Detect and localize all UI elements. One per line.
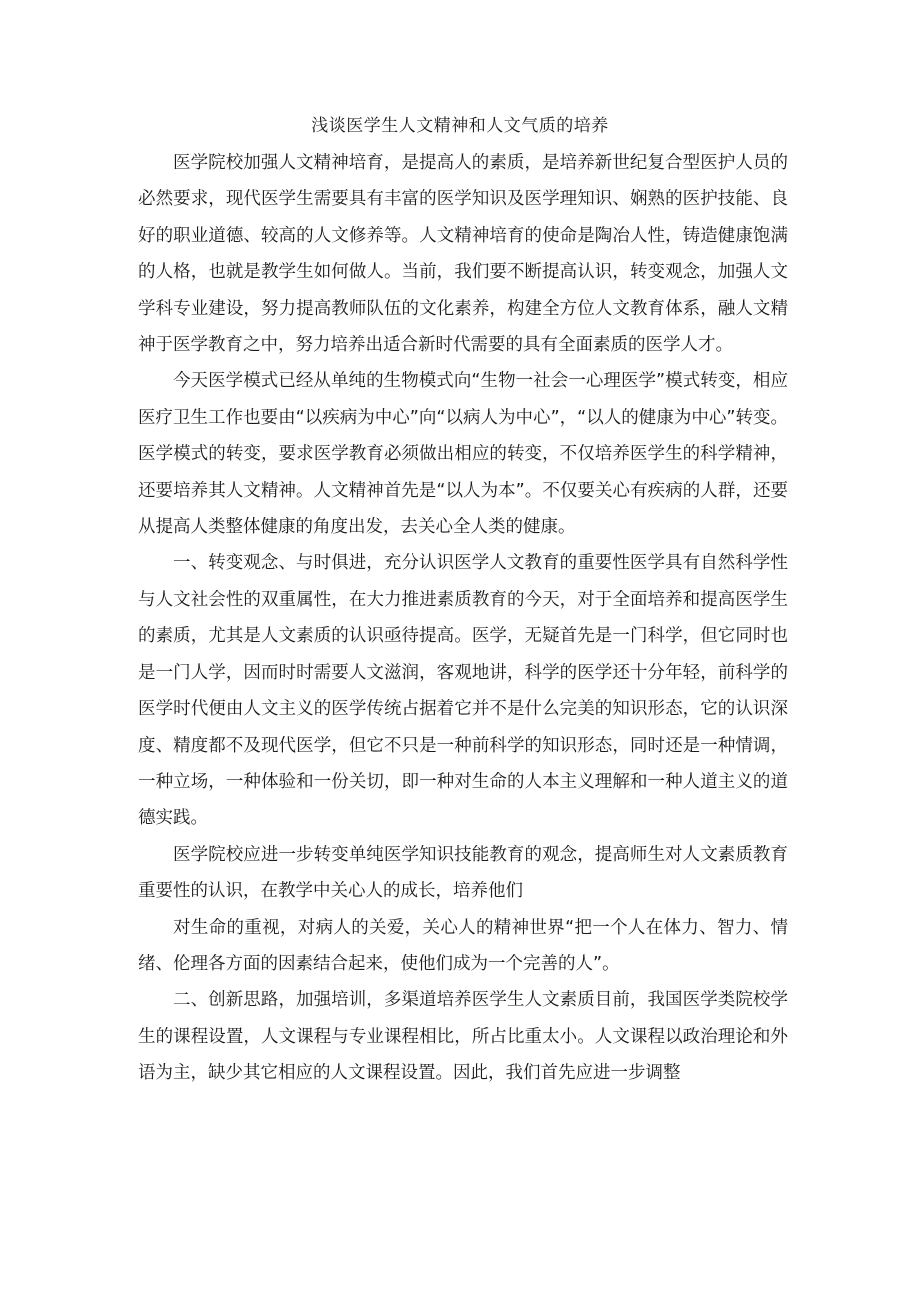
paragraph-3: 一、转变观念、与时俱进，充分认识医学人文教育的重要性医学具有自然科学性与人文社会性的双重属性，在大力推进素质教育的今天，对于全面培养和提高医学生的素质，尤其是人文素质的认识亟待提高。医学，无疑首先是一门科学，但它同时也是一门人学，因而时时需要人文滋润，客观地讲，科学的医学还十分年轻，前科学的医学时代便由人文主义的医学传统占据着它并不是什么完美的知识形态，它的认识深度、精度都不及现代医学，但它不只是一种前科学的知识形态，同时还是一种情调，一种立场，一种体验和一份关切，即一种对生命的人本主义理解和一种人道主义的道德实践。 xyxy=(138,553,788,829)
document-body xyxy=(138,145,788,1092)
paragraph-6: 二、创新思路，加强培训，多渠道培养医学生人文素质目前，我国医学类院校学生的课程设置，人文课程与专业课程相比，所占比重太小。人文课程以政治理论和外语为主，缺少其它相应的人文课程设置。因此，我们首先应进一步调整 xyxy=(138,990,788,1084)
paragraph-1: 医学院校加强人文精神培育，是提高人的素质，是培养新世纪复合型医护人员的必然要求，现代医学生需要具有丰富的医学知识及医学理知识、娴熟的医护技能、良好的职业道德、较高的人文修养等。人文精神培育的使命是陶冶人性，铸造健康饱满的人格，也就是教学生如何做人。当前，我们要不断提高认识，转变观念，加强人文学科专业建设，努力提高教师队伍的文化素养，构建全方位人文教育体系，融人文精神于医学教育之中，努力培养出适合新时代需要的具有全面素质的医学人才。 xyxy=(138,153,788,356)
document-title: 浅谈医学生人文精神和人文气质的培养 xyxy=(311,116,609,136)
paragraph-5: 对生命的重视，对病人的关爱，关心人的精神世界“把一个人在体力、智力、情绪、伦理各方面的因素结合起来，使他们成为一个完善的人”。 xyxy=(138,917,788,974)
paragraph-4: 医学院校应进一步转变单纯医学知识技能教育的观念，提高师生对人文素质教育重要性的认识，在教学中关心人的成长，培养他们 xyxy=(138,844,788,902)
paragraph-2: 今天医学模式已经从单纯的生物模式向“生物一社会一心理医学”模式转变，相应医疗卫生工作也要由“以疾病为中心”向“以病人为中心”，“以人的健康为中心”转变。医学模式的转变，要求医学教育必须做出相应的转变，不仅培养医学生的科学精神，还要培养其人文精神。人文精神首先是“以人为本”。不仅要关心有疾病的人群，还要从提高人类整体健康的角度出发，去关心全人类的健康。 xyxy=(138,371,788,538)
